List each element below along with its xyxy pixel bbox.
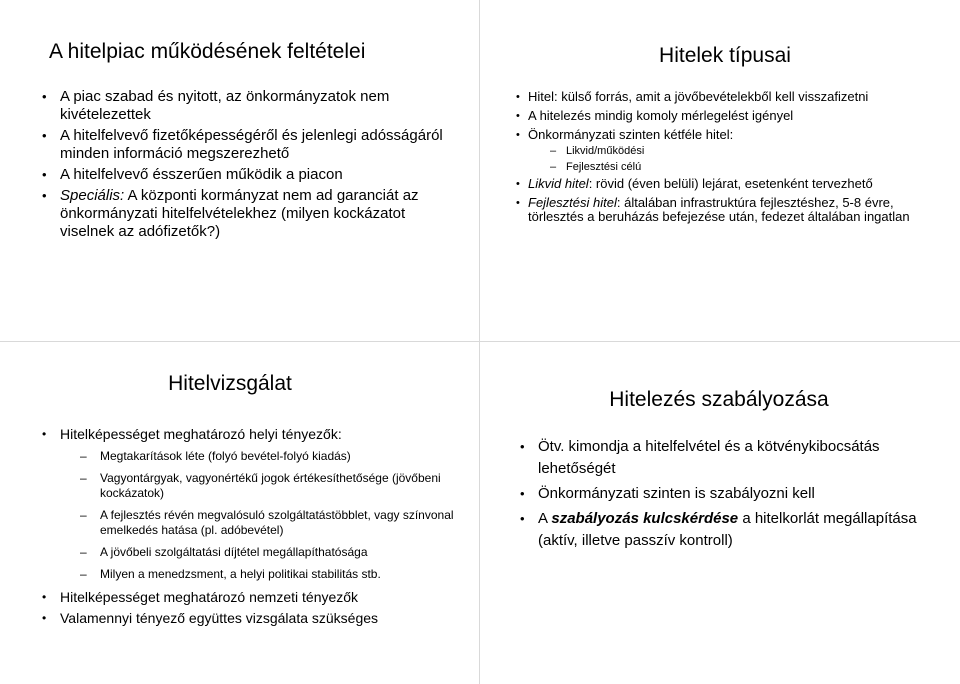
- sub-list-item: [60, 471, 458, 501]
- bullet-icon: •: [42, 590, 47, 604]
- list-item: [36, 127, 456, 163]
- bullet-icon: •: [520, 486, 525, 501]
- slide-title: A hitelpiac működésének feltételei: [49, 40, 366, 63]
- dash-icon: –: [80, 508, 87, 522]
- list-item: [36, 88, 456, 124]
- bullet-icon: •: [42, 611, 47, 625]
- list-item-text: A hitelfelvevő ésszerűen működik a piacon: [60, 166, 343, 183]
- list-item: [36, 166, 456, 184]
- dash-icon: –: [550, 161, 557, 173]
- sub-item-text: A jövőbeli szolgáltatási díjtétel megállapíthatósága: [100, 545, 368, 559]
- italic-label: Fejlesztési hitel: [528, 195, 617, 210]
- sub-list: [60, 449, 458, 582]
- list-item-text: A: [538, 510, 552, 527]
- italic-label: Likvid hitel: [528, 176, 589, 191]
- bullet-icon: •: [516, 91, 520, 103]
- list-item: [518, 436, 938, 480]
- list-item-text: Hitelképességet meghatározó nemzeti tényezők: [60, 589, 359, 605]
- list-item-text: Hitelképességet meghatározó helyi tényezők:: [60, 426, 342, 442]
- bullet-icon: •: [42, 89, 47, 104]
- list-item: [510, 196, 950, 224]
- slide-title: Hitelvizsgálat: [168, 372, 292, 395]
- bullet-list: [510, 90, 950, 224]
- bullet-list: [518, 436, 938, 552]
- sub-list-item: [60, 545, 458, 560]
- list-item: [510, 90, 950, 104]
- dash-icon: –: [550, 145, 557, 157]
- list-item-text: : általában infrastruktúra fejlesztéshez, 5-8 évre, törlesztés a beruházás befejezése után, fedezet általában ingatlan: [528, 195, 910, 224]
- list-item-text: A hitelezés mindig komoly mérlegelést igényel: [528, 108, 794, 123]
- sub-item-text: Milyen a menedzsment, a helyi politikai stabilitás stb.: [100, 567, 381, 581]
- list-item: [38, 426, 458, 582]
- list-item-text: : rövid (éven belüli) lejárat, esetenként tervezhető: [588, 176, 873, 191]
- sub-list-item: [60, 567, 458, 582]
- sub-item-text: Likvid/működési: [566, 145, 645, 157]
- bullet-icon: •: [516, 178, 520, 190]
- italic-label: Speciális:: [60, 187, 125, 204]
- bullet-icon: •: [516, 129, 520, 141]
- slide-hitelpiac: [36, 40, 456, 244]
- bullet-icon: •: [520, 511, 525, 526]
- list-item: [510, 128, 950, 174]
- slide-title: Hitelezés szabályozása: [609, 388, 829, 411]
- sub-list-item: [60, 508, 458, 538]
- sub-item-text: Fejlesztési célú: [566, 161, 642, 173]
- slide-hitelezes-szabalyozasa: [518, 388, 938, 555]
- list-item-text: a hitelkorlát megállapítása (aktív, illetve passzív kontroll): [538, 510, 917, 549]
- sub-list-item: [60, 449, 458, 464]
- slide-title: Hitelek típusai: [659, 44, 791, 67]
- bullet-icon: •: [520, 439, 525, 454]
- sub-list-item: [528, 161, 950, 174]
- list-item: [510, 177, 950, 191]
- sub-list-item: [528, 145, 950, 158]
- list-item-text: Önkormányzati szinten is szabályozni kell: [538, 485, 815, 502]
- emphasis-text: szabályozás kulcskérdése: [551, 510, 739, 527]
- list-item-text: Ötv. kimondja a hitelfelvétel és a kötvénykibocsátás lehetőségét: [538, 438, 880, 477]
- dash-icon: –: [80, 449, 87, 463]
- bullet-icon: •: [42, 188, 47, 203]
- sub-list: [528, 145, 950, 174]
- bullet-list: [36, 88, 456, 241]
- slide-hitelvizsgalat: [38, 372, 458, 631]
- list-item-text: A piac szabad és nyitott, az önkormányzatok nem kivételezettek: [60, 88, 390, 123]
- sub-item-text: Megtakarítások léte (folyó bevétel-folyó kiadás): [100, 449, 351, 463]
- list-item-text: Önkormányzati szinten kétféle hitel:: [528, 127, 734, 142]
- list-item-text: A központi kormányzat nem ad garanciát az önkormányzati hitelfelvételekhez (milyen kockázatot viselnek az adófizetők?): [60, 187, 419, 240]
- list-item: [518, 508, 938, 552]
- slide-hitelek-tipusai: [510, 44, 950, 229]
- list-item-text: A hitelfelvevő fizetőképességéről és jelenlegi adósságáról minden információ megszerezhető: [60, 127, 443, 162]
- list-item: [38, 589, 458, 606]
- list-item: [38, 610, 458, 627]
- bullet-list: [38, 426, 458, 627]
- bullet-icon: •: [516, 197, 520, 209]
- bullet-icon: •: [42, 427, 47, 441]
- list-item: [36, 187, 456, 241]
- list-item: [518, 483, 938, 505]
- bullet-icon: •: [42, 128, 47, 143]
- sub-item-text: Vagyontárgyak, vagyonértékű jogok értékesíthetősége (jövőbeni kockázatok): [100, 471, 441, 500]
- list-item-text: Valamennyi tényező együttes vizsgálata szükséges: [60, 610, 379, 626]
- bullet-icon: •: [516, 110, 520, 122]
- list-item-text: Hitel: külső forrás, amit a jövőbevételekből kell visszafizetni: [528, 89, 869, 104]
- dash-icon: –: [80, 567, 87, 581]
- horizontal-divider: [0, 341, 960, 342]
- sub-item-text: A fejlesztés révén megvalósuló szolgáltatástöbblet, vagy színvonal emelkedés hatása (pl. adóbevétel): [100, 508, 454, 537]
- list-item: [510, 109, 950, 123]
- dash-icon: –: [80, 545, 87, 559]
- bullet-icon: •: [42, 167, 47, 182]
- dash-icon: –: [80, 471, 87, 485]
- vertical-divider: [479, 0, 480, 684]
